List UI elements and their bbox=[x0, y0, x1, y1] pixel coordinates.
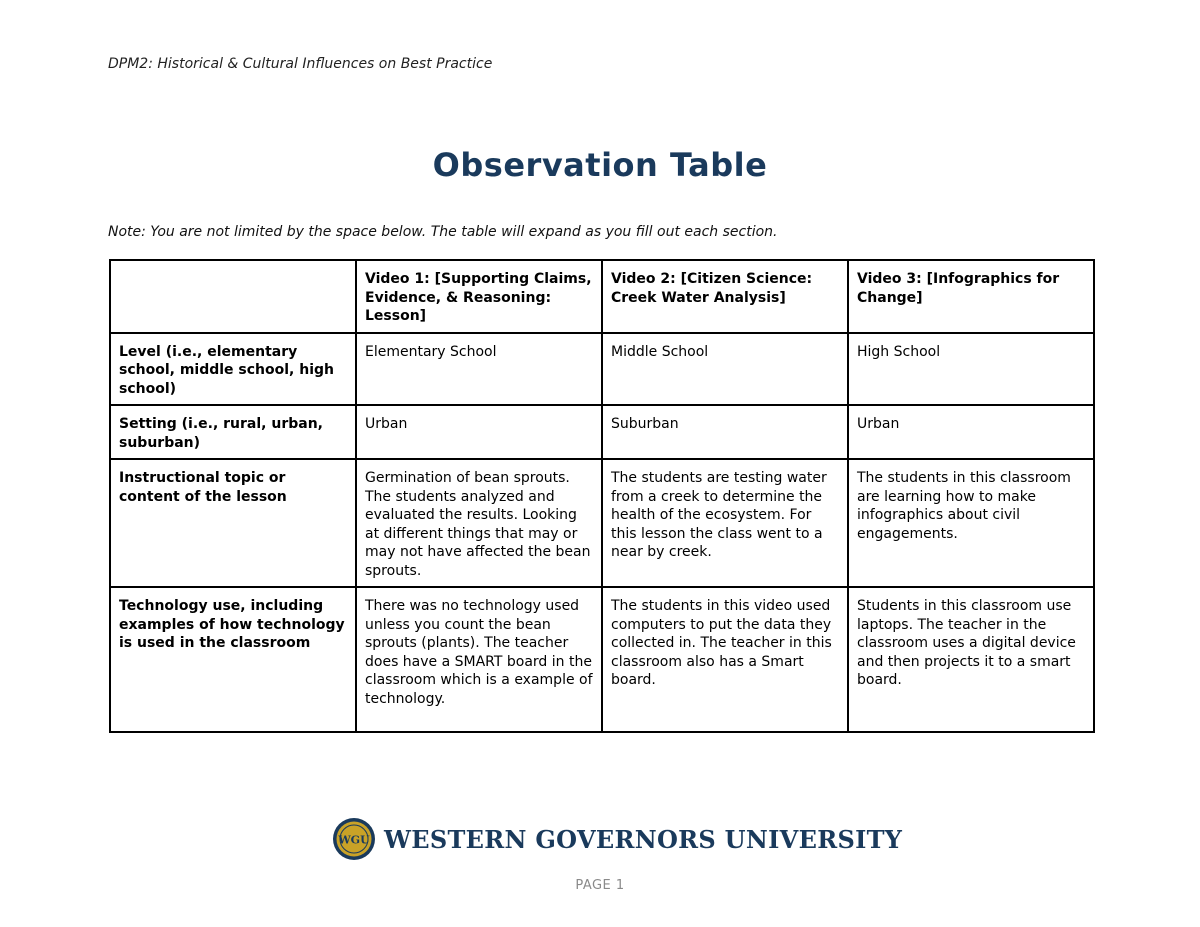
table-note: Note: You are not limited by the space below. The table will expand as you fill out each section. bbox=[108, 224, 778, 240]
table-cell: The students in this video used computers to put the data they collected in. The teacher in this classroom also has a Smart board. bbox=[602, 587, 848, 732]
table-cell: High School bbox=[848, 333, 1094, 406]
table-row-setting bbox=[110, 405, 1094, 459]
table-row-technology bbox=[110, 587, 1094, 732]
row-header-topic: Instructional topic or content of the lesson bbox=[110, 459, 356, 587]
table-header-row bbox=[110, 260, 1094, 333]
row-header-level: Level (i.e., elementary school, middle school, high school) bbox=[110, 333, 356, 406]
wgu-logo bbox=[332, 816, 902, 862]
table-cell: Urban bbox=[848, 405, 1094, 459]
page-number: PAGE 1 bbox=[575, 878, 625, 893]
table-cell: Elementary School bbox=[356, 333, 602, 406]
table-row-level bbox=[110, 333, 1094, 406]
document-header: DPM2: Historical & Cultural Influences on Best Practice bbox=[108, 56, 493, 72]
column-header-video-1: Video 1: [Supporting Claims, Evidence, & Reasoning: Lesson] bbox=[356, 260, 602, 333]
table-cell: There was no technology used unless you count the bean sprouts (plants). The teacher does have a SMART board in the classroom which is a example of technology. bbox=[356, 587, 602, 732]
table-corner-cell bbox=[110, 260, 356, 333]
observation-table bbox=[109, 259, 1095, 733]
table-cell: Suburban bbox=[602, 405, 848, 459]
row-header-setting: Setting (i.e., rural, urban, suburban) bbox=[110, 405, 356, 459]
table-cell: Middle School bbox=[602, 333, 848, 406]
table-cell: The students are testing water from a creek to determine the health of the ecosystem. For this lesson the class went to a near by creek. bbox=[602, 459, 848, 587]
seal-monogram: WGU bbox=[338, 833, 370, 847]
column-header-video-3: Video 3: [Infographics for Change] bbox=[848, 260, 1094, 333]
table-cell: Students in this classroom use laptops. The teacher in the classroom uses a digital device and then projects it to a smart board. bbox=[848, 587, 1094, 732]
university-wordmark: WESTERN GOVERNORS UNIVERSITY bbox=[384, 824, 903, 854]
table-row-topic bbox=[110, 459, 1094, 587]
university-seal-icon bbox=[332, 817, 376, 861]
table-cell: Germination of bean sprouts. The students analyzed and evaluated the results. Looking at different things that may or may not have affected the bean sprouts. bbox=[356, 459, 602, 587]
page-title: Observation Table bbox=[432, 146, 768, 184]
column-header-video-2: Video 2: [Citizen Science: Creek Water Analysis] bbox=[602, 260, 848, 333]
table-cell: Urban bbox=[356, 405, 602, 459]
table-cell: The students in this classroom are learning how to make infographics about civil engagements. bbox=[848, 459, 1094, 587]
row-header-technology: Technology use, including examples of how technology is used in the classroom bbox=[110, 587, 356, 732]
